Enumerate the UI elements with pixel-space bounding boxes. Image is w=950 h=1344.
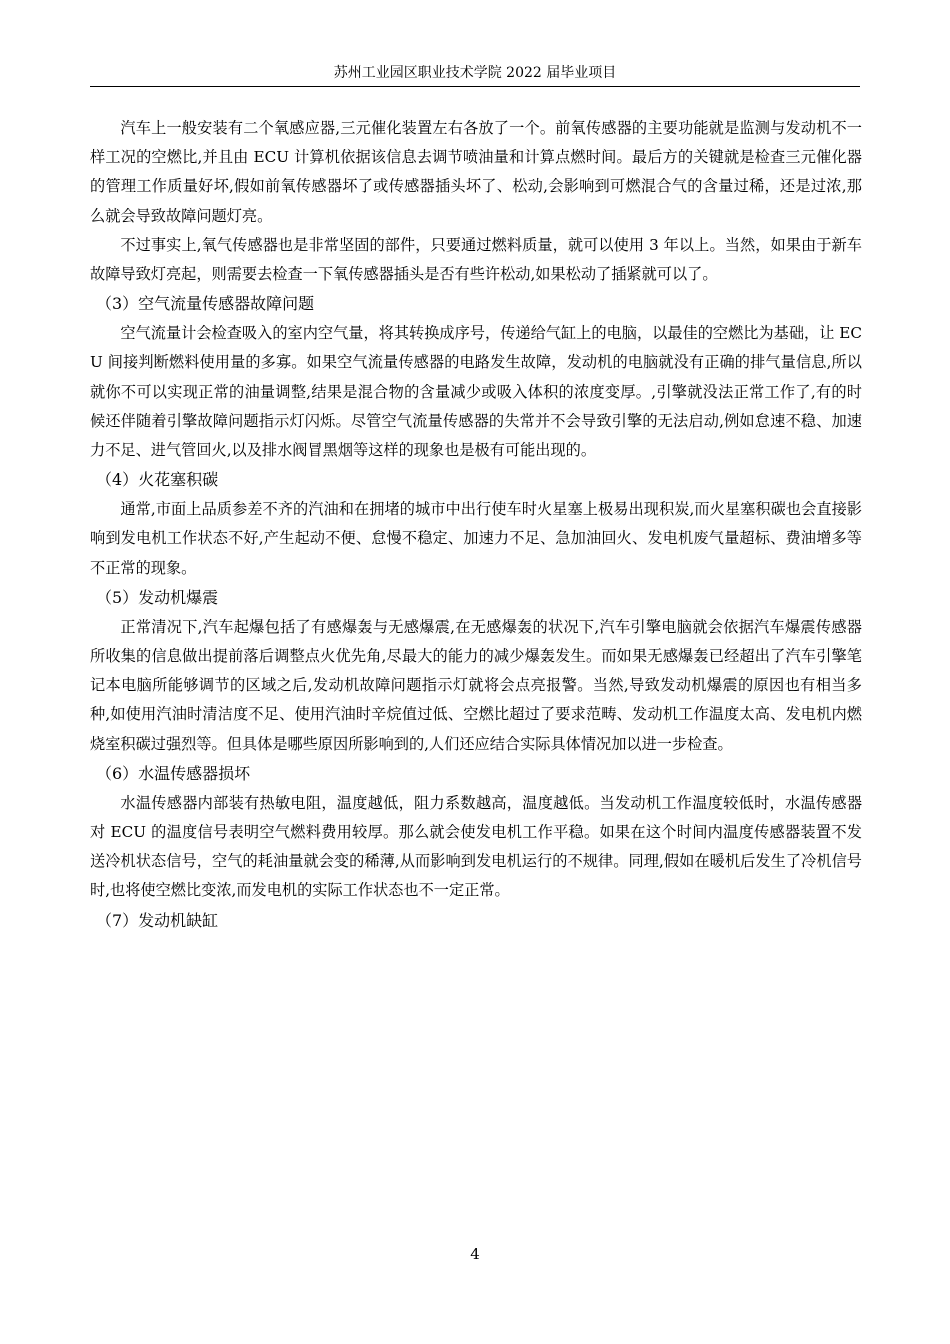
paragraph-engine-knock: 正常清况下,汽车起爆包括了有感爆轰与无感爆震,在无感爆轰的状况下,汽车引擎电脑就会依据汽车爆震传感器所收集的信息做出提前落后调整点火优先角,尽最大的能力的减少爆轰发生。而如果无感爆轰已经超出了汽车引擎笔记本电脑所能够调节的区域之后,发动机故障问题指示灯就将会点亮报警。当然,导致发动机爆震的原因也有相当多种,如使用汽油时清洁度不足、使用汽油时辛烷值过低、空燃比超过了要求范畴、发动机工作温度太高、发电机内燃烧室积碳过强烈等。但具体是哪些原因所影响到的,人们还应结合实际具体情况加以进一步检查。 bbox=[90, 617, 862, 753]
header-divider bbox=[90, 86, 860, 87]
paragraph-oxygen-sensor-durability: 不过事实上,氧气传感器也是非常坚固的部件，只要通过燃料质量，就可以使用 3 年以上。当然，如果由于新车故障导致灯亮起，则需要去检查一下氧传感器插头是否有些许松动,如果松动了插紧就可以了。 bbox=[90, 235, 862, 284]
paragraph-air-flow-sensor: 空气流量计会检查吸入的室内空气量，将其转换成序号，传递给气缸上的电脑，以最佳的空燃比为基础，让 ECU 间接判断燃料使用量的多寡。如果空气流量传感器的电路发生故障，发动机的电脑就没有正确的排气量信息,所以就你不可以实现正常的油量调整,结果是混合物的含量减少或吸入体积的浓度变厚。,引擎就没法正常工作了,有的时候还伴随着引擎故障问题指示灯闪烁。尽管空气流量传感器的失常并不会导致引擎的无法启动,例如怠速不稳、加速力不足、进气管回火,以及排水阀冒黑烟等这样的现象也是极有可能出现的。 bbox=[90, 324, 862, 460]
paragraph-spark-plug-carbon: 通常,市面上品质参差不齐的汽油和在拥堵的城市中出行使车时火星塞上极易出现积炭,而火星塞积碳也会直接影响到发电机工作状态不好,产生起动不便、怠慢不稳定、加速力不足、急加油回火、发电机废气量超标、费油增多等不正常的现象。 bbox=[90, 500, 862, 577]
section-heading-spark-plug-carbon: （4）火花塞积碳 bbox=[96, 470, 219, 490]
section-heading-engine-misfire: （7）发动机缺缸 bbox=[96, 910, 219, 930]
section-heading-water-temp-sensor: （6）水温传感器损坏 bbox=[96, 763, 251, 783]
page-header: 苏州工业园区职业技术学院 2022 届毕业项目 bbox=[333, 65, 617, 81]
paragraph-water-temp-sensor: 水温传感器内部装有热敏电阻，温度越低，阻力系数越高，温度越低。当发动机工作温度较低时，水温传感器对 ECU 的温度信号表明空气燃料费用较厚。那么就会使发电机工作平稳。如果在这个时间内温度传感器装置不发送冷机状态信号，空气的耗油量就会变的稀薄,从而影响到发电机运行的不规律。同理,假如在暖机后发生了冷机信号时,也将使空燃比变浓,而发电机的实际工作状态也不一定正常。 bbox=[90, 793, 862, 900]
paragraph-oxygen-sensor-intro: 汽车上一般安装有二个氧感应器,三元催化装置左右各放了一个。前氧传感器的主要功能就是监测与发动机不一样工况的空燃比,并且由 ECU 计算机依据该信息去调节喷油量和计算点燃时间。最后方的关键就是检查三元催化器的管理工作质量好坏,假如前氧传感器坏了或传感器插头坏了、松动,会影响到可燃混合气的含量过稀，还是过浓,那么就会导致故障问题灯亮。 bbox=[90, 119, 862, 225]
document-body bbox=[90, 114, 862, 936]
section-heading-engine-knock: （5）发动机爆震 bbox=[96, 587, 219, 607]
section-heading-air-flow-sensor: （3）空气流量传感器故障问题 bbox=[96, 294, 315, 314]
page-number: 4 bbox=[470, 1245, 480, 1263]
